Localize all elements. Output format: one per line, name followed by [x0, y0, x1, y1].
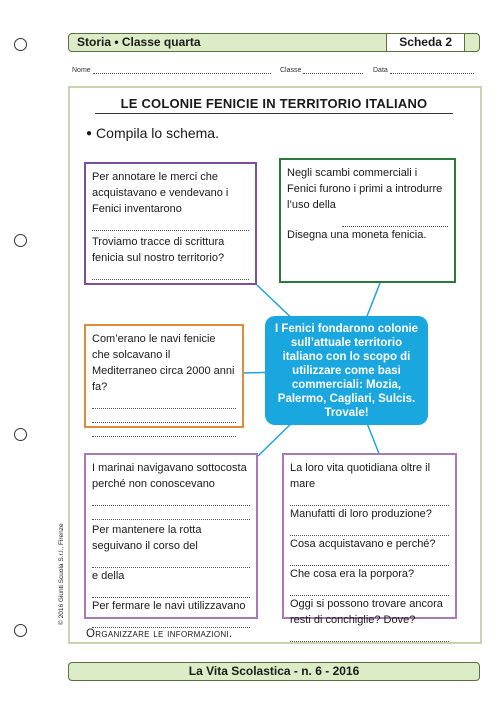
class-label: Classe	[280, 67, 302, 74]
box-ships	[84, 324, 244, 428]
name-label: Nome	[72, 67, 91, 74]
skill-label	[86, 628, 233, 640]
answer-line[interactable]	[92, 584, 250, 598]
answer-line[interactable]	[92, 266, 249, 280]
box-daily-life-q2: Manufatti di loro produzione?	[290, 508, 432, 520]
copyright-note: © 2016 Giunti Scuola S.r.l., Firenze	[58, 523, 65, 625]
box-daily-life-q5: Oggi si possono trovare ancora resti di conchiglie? Dove?	[290, 598, 443, 626]
answer-line[interactable]	[92, 217, 249, 231]
issue-label: La Vita Scolastica - n. 6 - 2016	[188, 664, 360, 678]
skill-label-text: Organizzare le informazioni.	[86, 628, 233, 640]
answer-line[interactable]	[92, 492, 250, 506]
box-writing	[84, 162, 257, 285]
answer-line[interactable]	[290, 628, 449, 642]
box-navigation-q2: Per mantenere la rotta seguivano il corso del	[92, 524, 202, 552]
box-coins	[279, 158, 456, 283]
box-daily-life-q3: Cosa acquistavano e perché?	[290, 538, 436, 550]
box-writing-q2: Troviamo tracce di scrittura fenicia sul nostro territorio?	[92, 236, 225, 264]
date-label: Data	[373, 67, 388, 74]
answer-line[interactable]	[290, 582, 449, 596]
box-navigation-q3: e della	[92, 570, 125, 582]
box-daily-life-q4: Che cosa era la porpora?	[290, 568, 415, 580]
footer-bar	[68, 662, 480, 681]
page-title: LE COLONIE FENICIE IN TERRITORIO ITALIANO	[95, 95, 453, 114]
answer-line[interactable]	[92, 554, 250, 568]
answer-line[interactable]	[342, 213, 448, 227]
answer-line[interactable]	[290, 492, 449, 506]
answer-line[interactable]	[92, 423, 236, 437]
answer-line[interactable]	[290, 552, 449, 566]
box-navigation	[84, 453, 258, 619]
box-navigation-q1: I marinai navigavano sottocosta perché non conoscevano	[92, 462, 247, 490]
center-concept: I Fenici fondarono colonie sull’attuale territorio italiano con lo scopo di utilizzare come basi commerciali: Mozia, Palermo, Cagliari, Sulcis. Trovale!	[265, 316, 428, 425]
bullet-icon: ●	[86, 128, 93, 139]
box-daily-life	[282, 453, 457, 626]
answer-line[interactable]	[92, 395, 236, 409]
box-coins-q1: Negli scambi commerciali i Fenici furono i primi a introdurre l’uso della	[287, 167, 443, 211]
box-navigation-q4: Per fermare le navi utilizzavano	[92, 600, 246, 612]
subject-label: Storia • Classe quarta	[77, 35, 201, 49]
box-ships-q1: Com’erano le navi fenicie che solcavano il Mediterraneo circa 2000 anni fa?	[92, 333, 235, 393]
box-coins-q2: Disegna una moneta fenicia.	[287, 229, 427, 241]
answer-line[interactable]	[92, 614, 250, 628]
answer-line[interactable]	[92, 409, 236, 423]
instruction-text: Compila lo schema.	[96, 125, 219, 141]
box-writing-q1: Per annotare le merci che acquistavano e vendevano i Fenici inventarono	[92, 171, 229, 215]
box-daily-life-q1: La loro vita quotidiana oltre il mare	[290, 462, 431, 490]
answer-line[interactable]	[92, 506, 250, 520]
sheet-label: Scheda 2	[386, 34, 465, 51]
answer-line[interactable]	[290, 522, 449, 536]
